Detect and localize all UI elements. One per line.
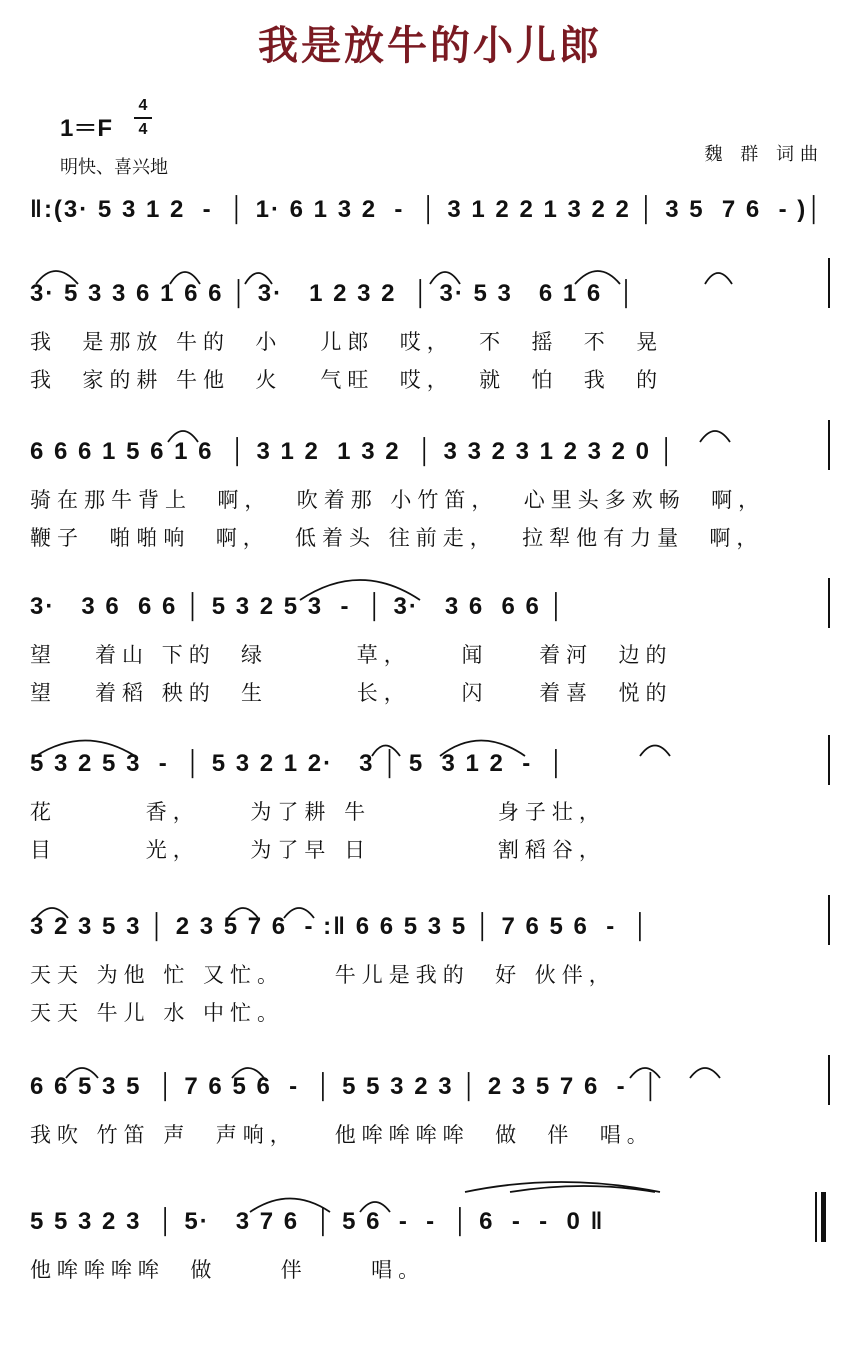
notation-line: 6 6 5 3 5 │ 7 6 5 6 - │ 5 5 3 2 3 │ 2 3 5 7 6 - │ <box>30 1073 661 1100</box>
slur-mark <box>232 1068 264 1078</box>
notation-line: 5 5 3 2 3 │ 5· 3 7 6 │ 5 6 - - │ 6 - - 0 ‖ <box>30 1208 605 1235</box>
slur-mark <box>228 908 258 918</box>
slur-mark <box>284 908 314 918</box>
notation-line: 3· 5 3 3 6 1 6 6 │ 3· 1 2 3 2 │ 3· 5 3 6 1 6 │ <box>30 280 637 307</box>
final-barline-thin <box>815 1192 817 1242</box>
slur-mark <box>575 271 620 284</box>
key-signature: 1＝F <box>60 115 113 142</box>
barline <box>828 258 830 308</box>
final-barline-thick <box>821 1192 826 1242</box>
notation-line: 6 6 6 1 5 6 1 6 │ 3 1 2 1 3 2 │ 3 3 2 3 1 2 3 2 0 │ <box>30 438 677 465</box>
slur-mark <box>440 741 525 757</box>
slur-mark <box>300 580 420 600</box>
slur-mark <box>690 1068 720 1078</box>
slur-mark <box>36 271 78 284</box>
lyrics-verse-1: 他哞哞哞哞 做 伴 唱。 <box>30 1258 426 1282</box>
author-credit: 魏 群 词曲 <box>704 144 824 165</box>
slur-mark <box>705 273 732 284</box>
slur-mark <box>245 273 272 284</box>
lyrics-verse-1: 花 香， 为了耕 牛 身子壮， <box>30 800 606 824</box>
barline <box>828 735 830 785</box>
lyrics-verse-2: 天天 牛儿 水 中忙。 <box>30 1001 285 1025</box>
slur-mark <box>640 746 670 757</box>
tempo-marking: 明快、喜兴地 <box>60 157 168 178</box>
slur-mark <box>630 1068 660 1078</box>
song-title: 我是放牛的小儿郎 <box>258 23 602 69</box>
slur-mark <box>430 272 460 284</box>
lyrics-verse-1: 我 是那放 牛的 小 儿郎 哎， 不 摇 不 晃 <box>30 330 664 354</box>
lyrics-verse-2: 望 着稻 秧的 生 长， 闪 着喜 悦的 <box>30 681 673 705</box>
slur-mark <box>36 741 135 757</box>
lyrics-verse-1: 天天 为他 忙 又忙。 牛儿是我的 好 伙伴， <box>30 963 616 987</box>
slur-mark <box>66 1068 98 1078</box>
slur-mark <box>372 746 400 757</box>
lyrics-verse-1: 望 着山 下的 绿 草， 闻 着河 边的 <box>30 643 673 667</box>
barline <box>828 420 830 470</box>
barline <box>828 578 830 628</box>
lyrics-verse-2: 鞭子 啪啪响 啊， 低着头 往前走， 拉犁他有力量 啊， <box>30 526 764 550</box>
slur-mark <box>36 908 68 918</box>
slur-mark <box>168 431 198 442</box>
barline <box>828 895 830 945</box>
lyrics-verse-2: 我 家的耕 牛他 火 气旺 哎， 就 怕 我 的 <box>30 368 664 392</box>
lyrics-verse-2: 目 光， 为了早 日 割稻谷， <box>30 838 606 862</box>
notation-line: 3· 3 6 6 6 │ 5 3 2 5 3 - │ 3· 3 6 6 6 │ <box>30 593 567 620</box>
lyrics-verse-1: 我吹 竹笛 声 声响， 他哞哞哞哞 做 伴 唱。 <box>30 1123 654 1147</box>
time-signature-top: 4 <box>138 97 148 114</box>
slur-mark <box>250 1199 330 1213</box>
notation-line: ‖:(3· 5 3 1 2 - │ 1· 6 1 3 2 - │ 3 1 2 2 1 3 2 2 │ 3 5 7 6 - )│ <box>30 196 825 223</box>
slur-mark <box>360 1202 390 1212</box>
time-signature-bottom: 4 <box>138 121 148 138</box>
notation-line: 5 3 2 5 3 - │ 5 3 2 1 2· 3 │ 5 3 1 2 - │ <box>30 750 567 777</box>
lyrics-verse-1: 骑在那牛背上 啊， 吹着那 小竹笛， 心里头多欢畅 啊， <box>30 488 766 512</box>
barline <box>828 1055 830 1105</box>
slur-mark <box>700 431 730 442</box>
slur-mark <box>170 272 200 284</box>
notation-line: 3 2 3 5 3 │ 2 3 5 7 6 - :‖ 6 6 5 3 5 │ 7 6 5 6 - │ <box>30 913 651 940</box>
